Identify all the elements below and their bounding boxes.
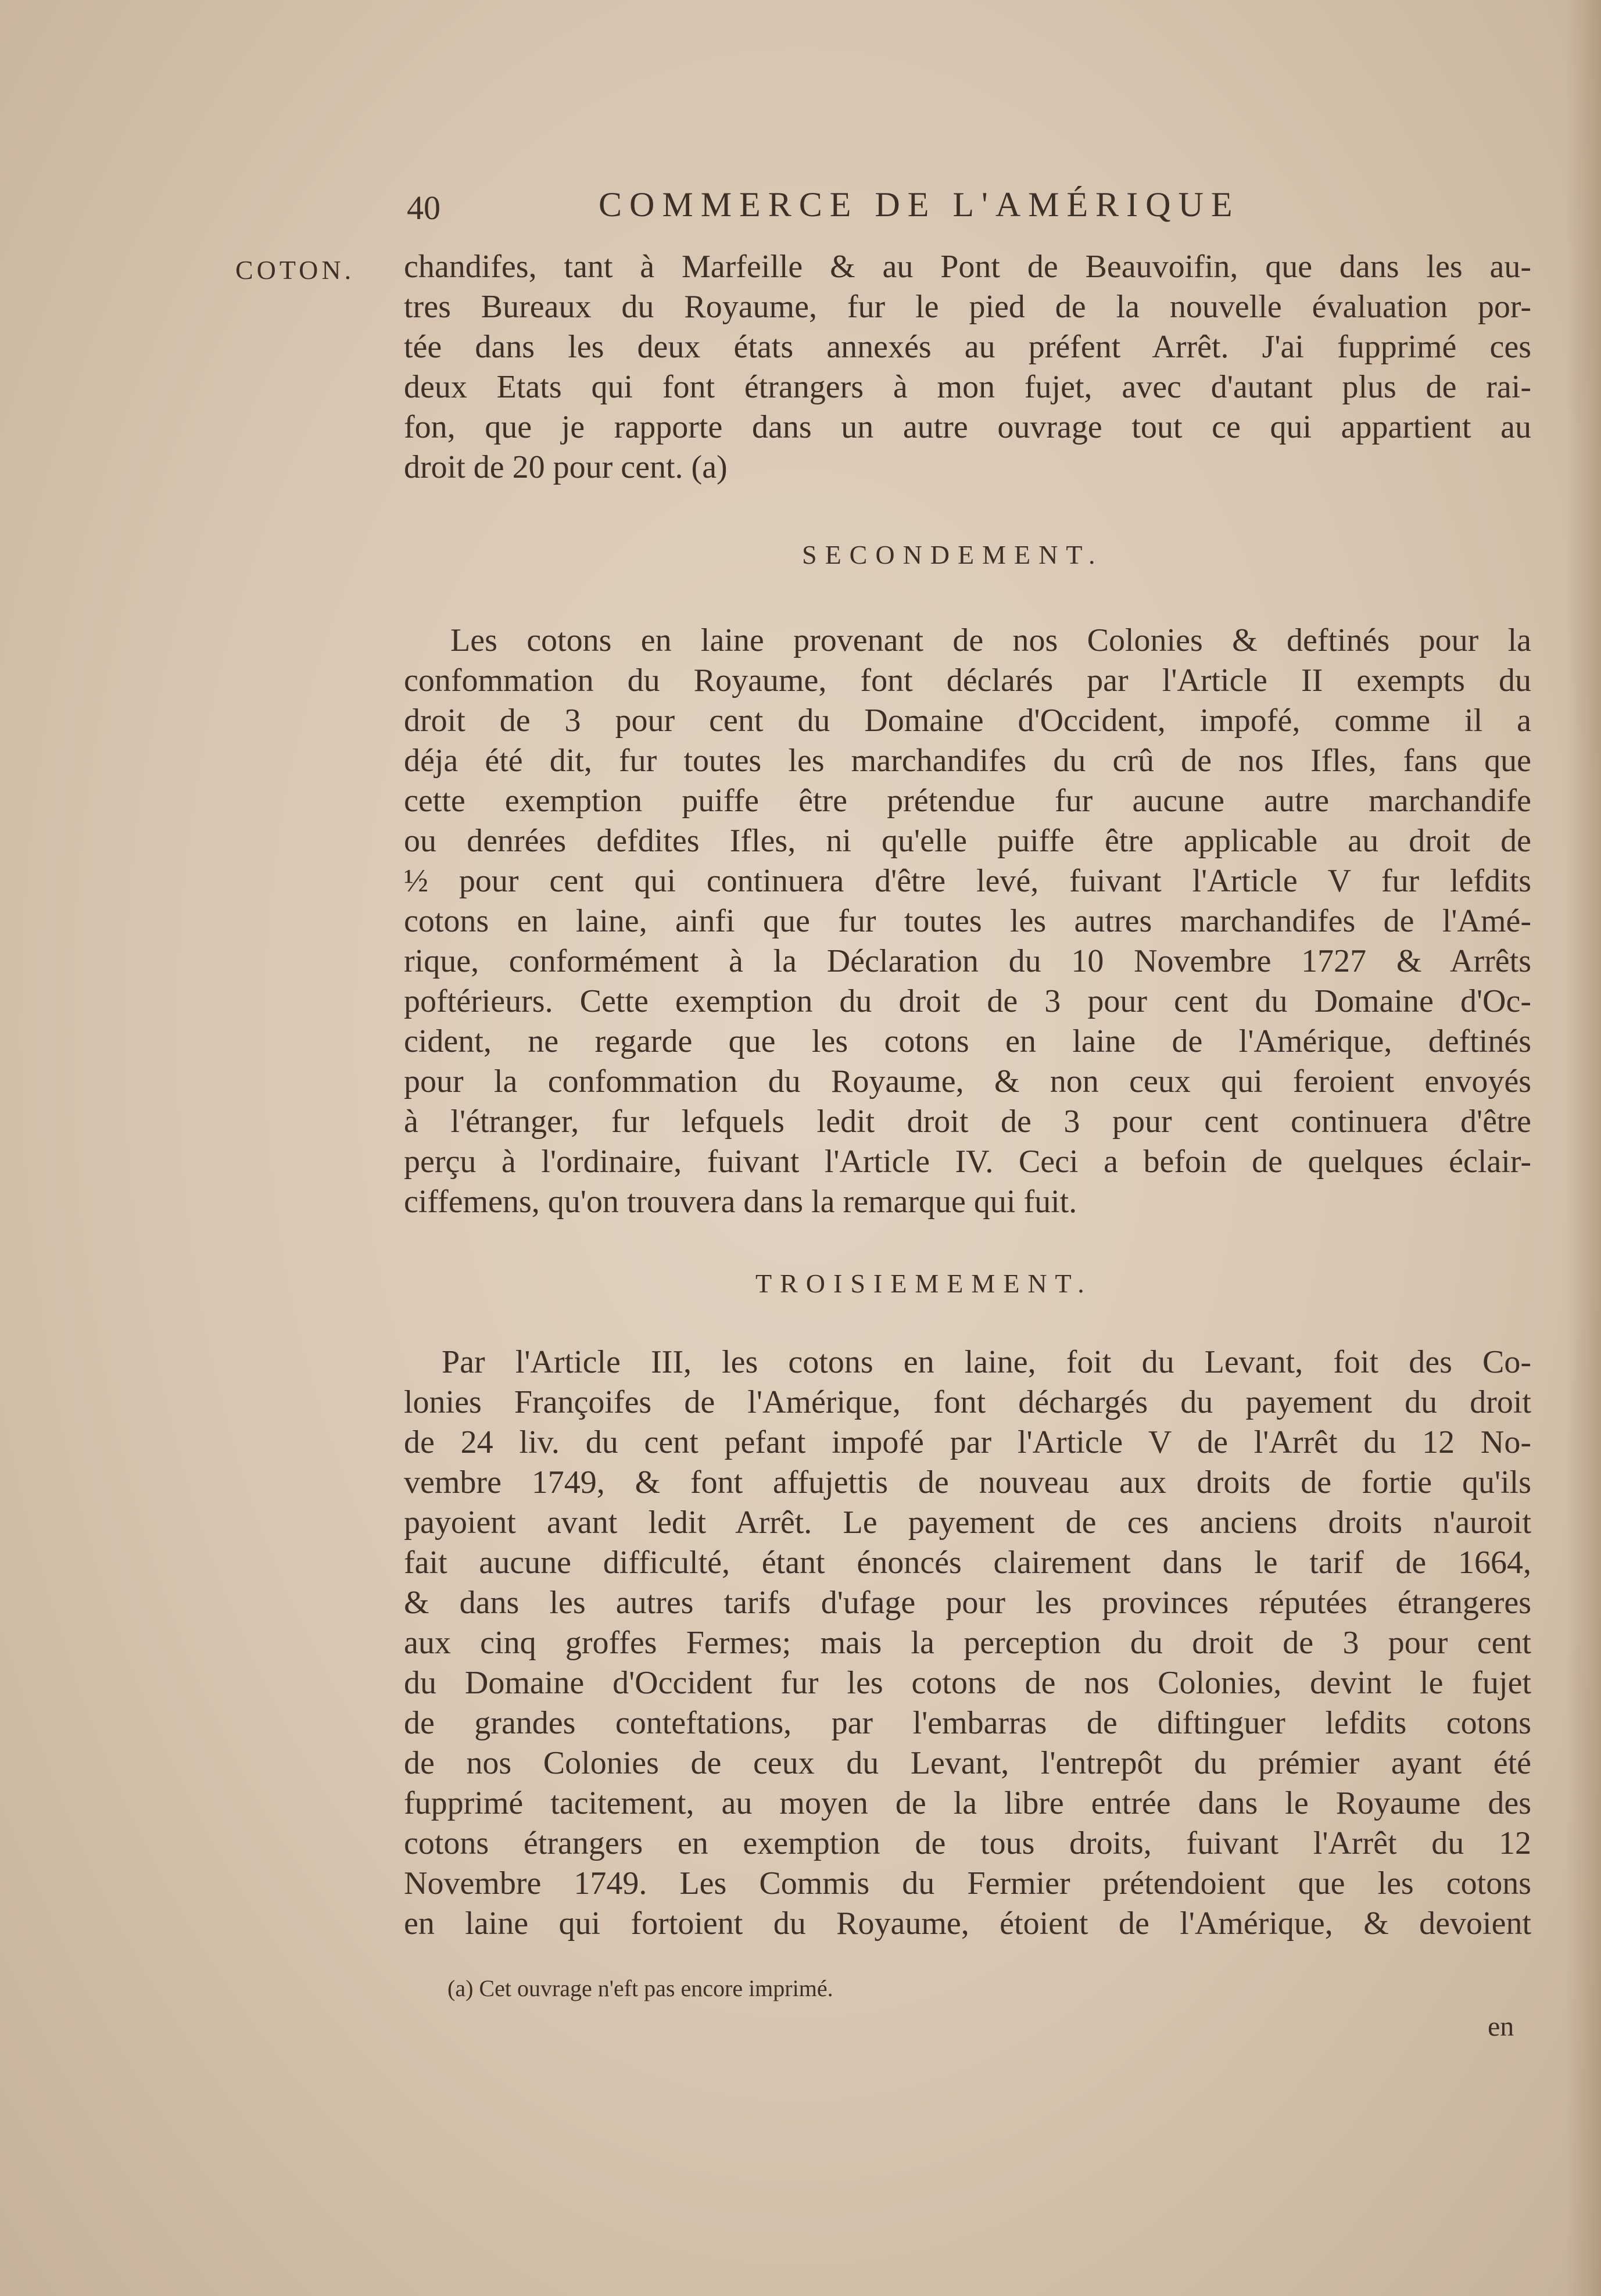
text-line: tée dans les deux états annexés au préfent Arrêt. J'ai fupprimé ces xyxy=(404,329,1531,365)
text-line: poftérieurs. Cette exemption du droit de 3 pour cent du Domaine d'Oc- xyxy=(404,983,1531,1019)
text-line: du Domaine d'Occident fur les cotons de nos Colonies, devint le fujet xyxy=(404,1665,1531,1701)
paragraph-troisiemement xyxy=(404,1342,1531,1944)
section-heading-troisiemement: TROISIEMEMENT. xyxy=(755,1269,1093,1298)
text-line: déja été dit, fur toutes les marchandifes du crû de nos Ifles, fans que xyxy=(404,743,1531,779)
text-line: de grandes conteftations, par l'embarras de diftinguer lefdits cotons xyxy=(404,1705,1531,1741)
text-line: en laine qui fortoient du Royaume, étoient de l'Amérique, & devoient xyxy=(404,1905,1531,1942)
section-heading-secondement: SECONDEMENT. xyxy=(802,540,1104,569)
paragraph-continuation xyxy=(404,247,1531,488)
text-line: lonies Françoifes de l'Amérique, font déchargés du payement du droit xyxy=(404,1384,1531,1420)
text-line: payoient avant ledit Arrêt. Le payement de ces anciens droits n'auroit xyxy=(404,1505,1531,1541)
text-line: aux cinq groffes Fermes; mais la perception du droit de 3 pour cent xyxy=(404,1625,1531,1661)
text-line: fon, que je rapporte dans un autre ouvrage tout ce qui appartient au xyxy=(404,409,1531,445)
running-title: COMMERCE DE L'AMÉRIQUE xyxy=(599,185,1240,224)
text-line: & dans les autres tarifs d'ufage pour les provinces réputées étrangeres xyxy=(404,1585,1531,1621)
text-line: ½ pour cent qui continuera d'être levé, fuivant l'Article V fur lefdits xyxy=(404,863,1531,899)
text-line: cette exemption puiffe être prétendue fur aucune autre marchandife xyxy=(404,783,1531,819)
page-edge-shadow xyxy=(1566,0,1601,2296)
text-line: droit de 20 pour cent. (a) xyxy=(404,449,728,485)
text-line: droit de 3 pour cent du Domaine d'Occident, impofé, comme il a xyxy=(404,703,1531,739)
text-line: à l'étranger, fur lefquels ledit droit de 3 pour cent continuera d'être xyxy=(404,1104,1531,1140)
page-number: 40 xyxy=(407,189,440,227)
text-line: Les cotons en laine provenant de nos Colonies & deftinés pour la xyxy=(450,622,1531,658)
text-line: perçu à l'ordinaire, fuivant l'Article IV. Ceci a befoin de quelques éclair- xyxy=(404,1144,1531,1180)
text-line: cident, ne regarde que les cotons en laine de l'Amérique, deftinés xyxy=(404,1023,1531,1059)
text-line: ou denrées defdites Ifles, ni qu'elle puiffe être applicable au droit de xyxy=(404,823,1531,859)
text-line: cotons étrangers en exemption de tous droits, fuivant l'Arrêt du 12 xyxy=(404,1825,1531,1861)
text-line: cotons en laine, ainfi que fur toutes les autres marchandifes de l'Amé- xyxy=(404,903,1531,939)
text-line: tres Bureaux du Royaume, fur le pied de la nouvelle évaluation por- xyxy=(404,289,1531,325)
page-header xyxy=(407,185,1395,237)
footnote: (a) Cet ouvrage n'eft pas encore imprimé. xyxy=(447,1975,833,2001)
text-line: ciffemens, qu'on trouvera dans la remarque qui fuit. xyxy=(404,1184,1077,1220)
paragraph-secondement xyxy=(404,621,1531,1222)
catchword: en xyxy=(1488,2011,1514,2042)
text-line: vembre 1749, & font affujettis de nouveau aux droits de fortie qu'ils xyxy=(404,1464,1531,1500)
text-line: de nos Colonies de ceux du Levant, l'entrepôt du prémier ayant été xyxy=(404,1745,1531,1781)
text-line: Par l'Article III, les cotons en laine, foit du Levant, foit des Co- xyxy=(442,1344,1531,1380)
text-line: rique, conformément à la Déclaration du 10 Novembre 1727 & Arrêts xyxy=(404,943,1531,979)
text-line: de 24 liv. du cent pefant impofé par l'Article V de l'Arrêt du 12 No- xyxy=(404,1424,1531,1460)
text-line: deux Etats qui font étrangers à mon fujet, avec d'autant plus de rai- xyxy=(404,369,1531,405)
text-line: fupprimé tacitement, au moyen de la libre entrée dans le Royaume des xyxy=(404,1785,1531,1821)
text-line: confommation du Royaume, font déclarés par l'Article II exempts du xyxy=(404,662,1531,699)
margin-note: COTON. xyxy=(235,255,355,285)
text-line: fait aucune difficulté, étant énoncés clairement dans le tarif de 1664, xyxy=(404,1545,1531,1581)
text-line: pour la confommation du Royaume, & non ceux qui feroient envoyés xyxy=(404,1063,1531,1099)
text-line: chandifes, tant à Marfeille & au Pont de Beauvoifin, que dans les au- xyxy=(404,249,1531,285)
text-line: Novembre 1749. Les Commis du Fermier prétendoient que les cotons xyxy=(404,1865,1531,1901)
